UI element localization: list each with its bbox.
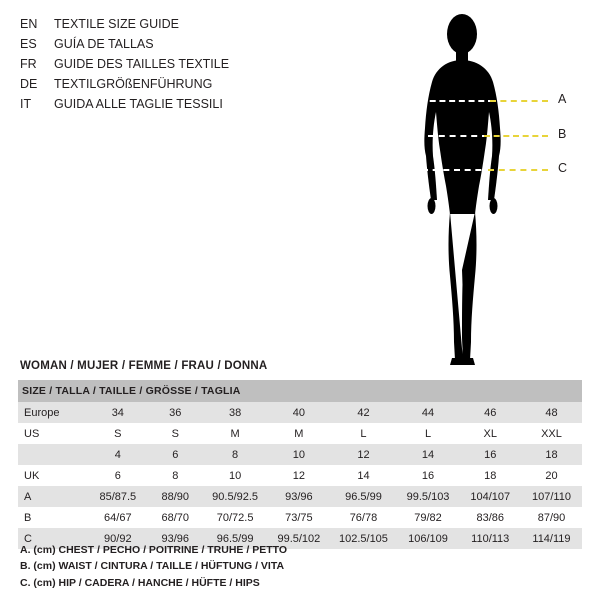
cell: 110/113	[460, 528, 521, 549]
cell: 106/109	[397, 528, 460, 549]
cell: 36	[148, 402, 203, 423]
cell: 18	[521, 444, 582, 465]
cell: XL	[460, 423, 521, 444]
section-heading: WOMAN / MUJER / FEMME / FRAU / DONNA	[20, 360, 268, 372]
cell: 68/70	[148, 507, 203, 528]
measure-line-chest	[490, 100, 548, 102]
cell: 8	[148, 465, 203, 486]
cell: 6	[88, 465, 148, 486]
language-title-block	[20, 16, 350, 115]
cell: 20	[521, 465, 582, 486]
language-row	[20, 16, 350, 33]
cell: XXL	[521, 423, 582, 444]
cell: 73/75	[267, 507, 330, 528]
cell: 88/90	[148, 486, 203, 507]
table-row	[18, 444, 582, 465]
cell: 70/72.5	[203, 507, 268, 528]
language-code: DE	[20, 76, 38, 91]
table-row	[18, 486, 582, 507]
measure-line-hip	[488, 169, 548, 171]
footnote-waist: B. (cm) WAIST / CINTURA / TAILLE / HÜFTUNG / VITA	[20, 560, 285, 573]
row-label: C	[18, 528, 88, 549]
table-row	[18, 423, 582, 444]
cell: 90.5/92.5	[203, 486, 268, 507]
row-label: UK	[18, 465, 88, 486]
cell: 42	[330, 402, 396, 423]
cell: 44	[397, 402, 460, 423]
cell: 14	[330, 465, 396, 486]
cell: M	[267, 423, 330, 444]
cell: L	[330, 423, 396, 444]
cell: 40	[267, 402, 330, 423]
cell: 76/78	[330, 507, 396, 528]
cell: 38	[203, 402, 268, 423]
footnote-chest: A. (cm) CHEST / PECHO / POITRINE / TRUHE / PETTO	[20, 544, 288, 556]
cell: 96.5/99	[203, 528, 268, 549]
row-label: Europe	[18, 402, 88, 423]
cell: L	[397, 423, 460, 444]
cell: 16	[397, 465, 460, 486]
language-code: FR	[20, 56, 37, 71]
cell: 102.5/105	[330, 528, 396, 549]
measure-line-waist	[484, 135, 548, 137]
cell: 96.5/99	[330, 486, 396, 507]
size-table	[18, 380, 582, 549]
cell: 46	[460, 402, 521, 423]
table-header-label: SIZE / TALLA / TAILLE / GRÖSSE / TAGLIA	[18, 380, 582, 402]
measure-line-hip-overlay	[422, 169, 492, 171]
cell: 48	[521, 402, 582, 423]
cell: 79/82	[397, 507, 460, 528]
table-row	[18, 402, 582, 423]
cell: 107/110	[521, 486, 582, 507]
cell: 14	[397, 444, 460, 465]
body-figure	[380, 8, 590, 368]
language-row	[20, 96, 350, 113]
measure-label-a: A	[558, 92, 567, 106]
cell: 99.5/102	[267, 528, 330, 549]
cell: 12	[330, 444, 396, 465]
cell: S	[88, 423, 148, 444]
language-title: GUÍA DE TALLAS	[54, 36, 154, 51]
cell: M	[203, 423, 268, 444]
footnotes	[20, 542, 287, 591]
cell: 99.5/103	[397, 486, 460, 507]
measure-line-chest-overlay	[420, 100, 494, 102]
measure-line-waist-overlay	[428, 135, 488, 137]
language-title: TEXTILGRÖßENFÜHRUNG	[54, 76, 213, 91]
language-row	[20, 76, 350, 93]
row-label: B	[18, 507, 88, 528]
cell: 12	[267, 465, 330, 486]
cell: 18	[460, 465, 521, 486]
language-title: TEXTILE SIZE GUIDE	[54, 17, 180, 31]
cell: 83/86	[460, 507, 521, 528]
cell: S	[148, 423, 203, 444]
cell: 64/67	[88, 507, 148, 528]
cell: 6	[148, 444, 203, 465]
table-header-row	[18, 380, 582, 402]
female-silhouette-icon	[400, 8, 540, 368]
cell: 10	[267, 444, 330, 465]
cell: 87/90	[521, 507, 582, 528]
table-row	[18, 507, 582, 528]
language-row	[20, 36, 350, 53]
cell: 104/107	[460, 486, 521, 507]
cell: 114/119	[521, 528, 582, 549]
measure-label-b: B	[558, 127, 567, 141]
cell: 10	[203, 465, 268, 486]
row-label	[18, 444, 88, 465]
cell: 93/96	[148, 528, 203, 549]
language-code: EN	[20, 17, 38, 31]
language-row	[20, 56, 350, 73]
cell: 34	[88, 402, 148, 423]
measure-label-c: C	[558, 161, 568, 175]
language-title: GUIDE DES TAILLES TEXTILE	[54, 56, 230, 71]
cell: 90/92	[88, 528, 148, 549]
cell: 8	[203, 444, 268, 465]
row-label: US	[18, 423, 88, 444]
footnote-hip: C. (cm) HIP / CADERA / HANCHE / HÜFTE / HIPS	[20, 576, 260, 589]
cell: 4	[88, 444, 148, 465]
language-code: IT	[20, 96, 32, 111]
language-title: GUIDA ALLE TAGLIE TESSILI	[54, 96, 223, 111]
cell: 93/96	[267, 486, 330, 507]
cell: 85/87.5	[88, 486, 148, 507]
language-code: ES	[20, 36, 37, 51]
table-row	[18, 465, 582, 486]
cell: 16	[460, 444, 521, 465]
row-label: A	[18, 486, 88, 507]
